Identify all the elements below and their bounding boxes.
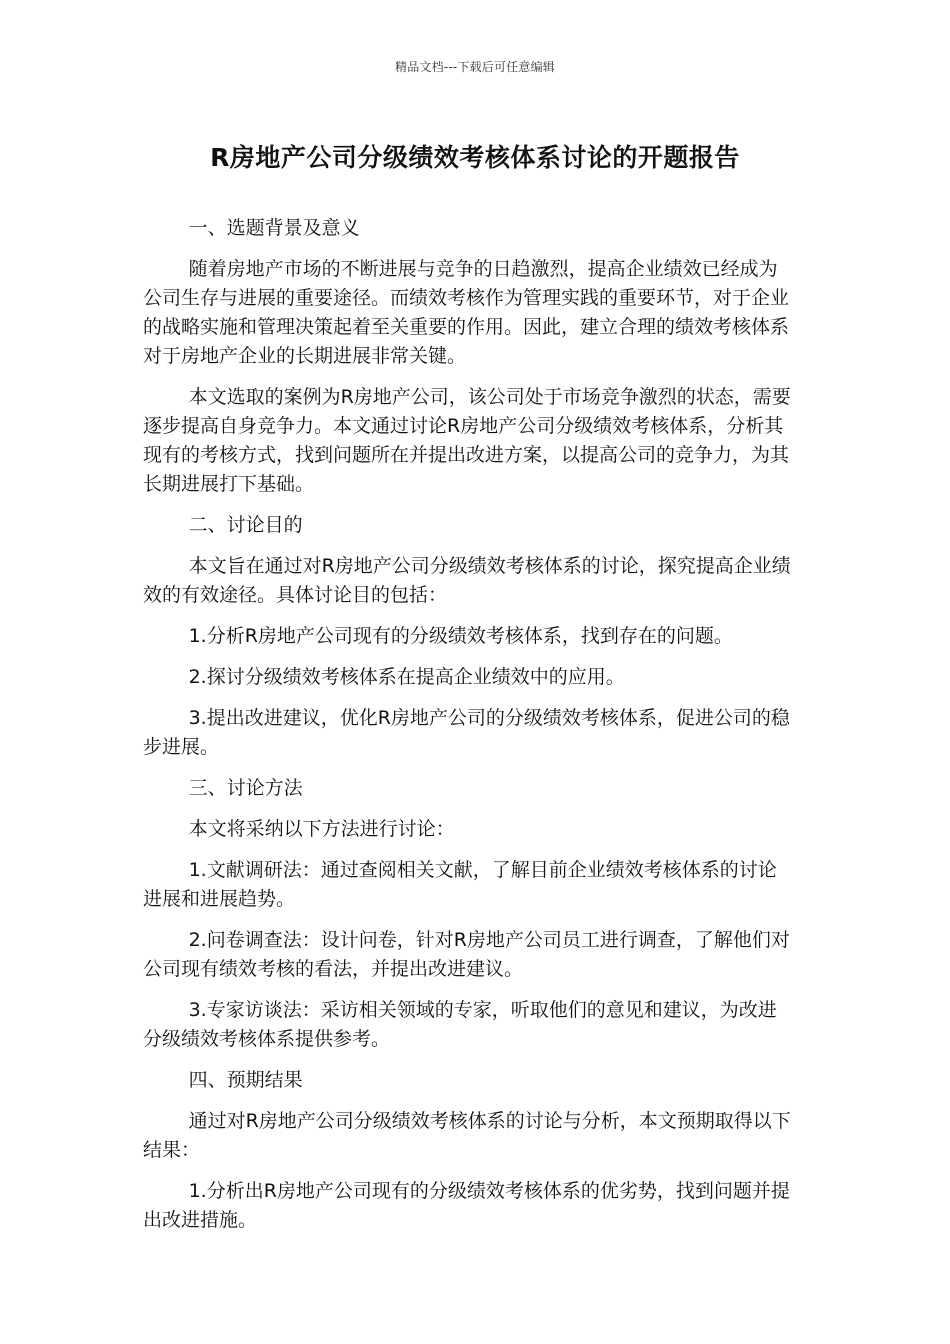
section-heading-purpose: 二、讨论目的: [188, 514, 303, 536]
header-note: 精品文档---下载后可任意编辑: [395, 60, 555, 74]
list-item: 1.分析出R房地产公司现有的分级绩效考核体系的优劣势，找到问题并提出改进措施。: [143, 1180, 790, 1231]
section-heading-background: 一、选题背景及意义: [188, 217, 360, 239]
paragraph: 本文旨在通过对R房地产公司分级绩效考核体系的讨论，探究提高企业绩效的有效途径。具体讨论目的包括：: [143, 555, 791, 606]
paragraph: 本文将采纳以下方法进行讨论：: [188, 818, 455, 840]
paragraph: 随着房地产市场的不断进展与竞争的日趋激烈，提高企业绩效已经成为公司生存与进展的重要途径。而绩效考核作为管理实践的重要环节，对于企业的战略实施和管理决策起着至关重要的作用。因此，建立合理的绩效考核体系对于房地产企业的长期进展非常关键。: [143, 258, 790, 367]
list-item: 3.提出改进建议，优化R房地产公司的分级绩效考核体系，促进公司的稳步进展。: [143, 707, 790, 758]
list-item: 1.文献调研法：通过查阅相关文献，了解目前企业绩效考核体系的讨论进展和进展趋势。: [143, 859, 777, 910]
paragraph: 本文选取的案例为R房地产公司，该公司处于市场竞争激烈的状态，需要逐步提高自身竞争力。本文通过讨论R房地产公司分级绩效考核体系，分析其现有的考核方式，找到问题所在并提出改进方案，以提高公司的竞争力，为其长期进展打下基础。: [143, 386, 791, 495]
list-item: 1.分析R房地产公司现有的分级绩效考核体系，找到存在的问题。: [188, 625, 733, 647]
section-heading-method: 三、讨论方法: [188, 777, 303, 799]
paragraph: 通过对R房地产公司分级绩效考核体系的讨论与分析，本文预期取得以下结果：: [143, 1110, 791, 1161]
document-body: [143, 214, 795, 1247]
list-item: 3.专家访谈法：采访相关领域的专家，听取他们的意见和建议，为改进分级绩效考核体系提供参考。: [143, 999, 777, 1050]
list-item: 2.探讨分级绩效考核体系在提高企业绩效中的应用。: [188, 666, 625, 688]
document-title: R房地产公司分级绩效考核体系讨论的开题报告: [210, 143, 740, 172]
section-heading-expected-results: 四、预期结果: [188, 1069, 303, 1091]
list-item: 2.问卷调查法：设计问卷，针对R房地产公司员工进行调查，了解他们对公司现有绩效考核的看法，并提出改进建议。: [143, 929, 790, 980]
